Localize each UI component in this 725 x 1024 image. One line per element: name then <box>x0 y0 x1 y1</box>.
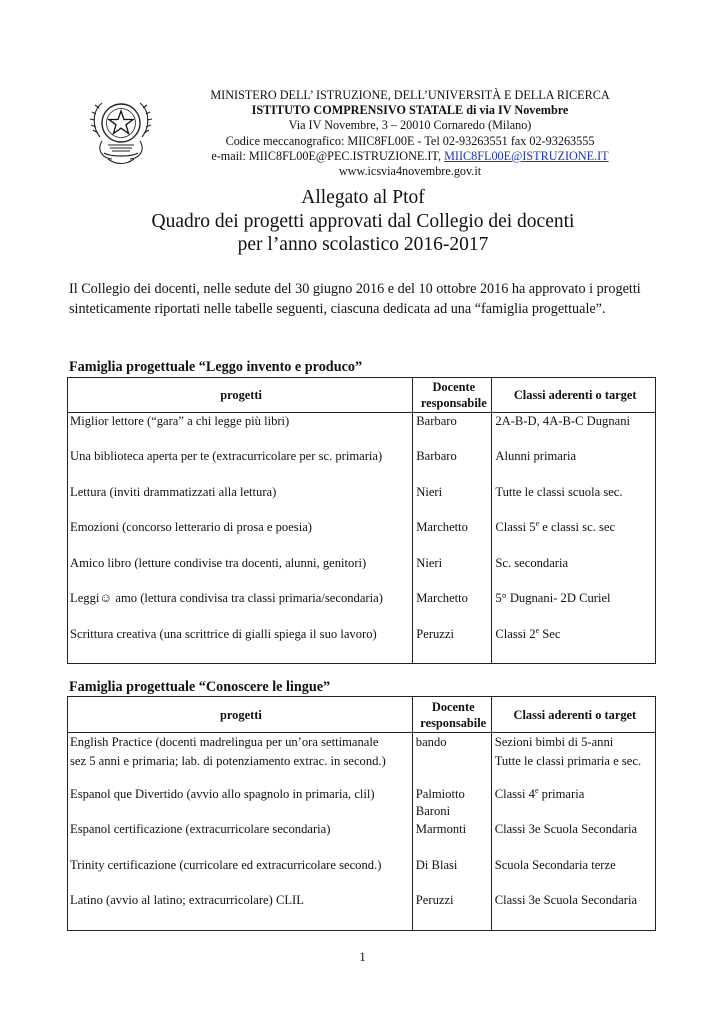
smiley-icon: ☺ <box>99 591 113 605</box>
family-1-table <box>67 377 656 664</box>
family-2-title: Famiglia progettuale “Conoscere le lingue” <box>69 679 331 695</box>
school-codes: Codice meccanografico: MIIC8FL00E - Tel 02-93263551 fax 02-93263555 <box>225 133 595 148</box>
table-row: Una biblioteca aperta per te (extracurricolare per sc. primaria) Barbaro Alunni primaria <box>68 448 656 484</box>
title-line-3: per l’anno scolastico 2016-2017 <box>237 234 489 255</box>
table-row: Miglior lettore (“gara” a chi legge più libri) Barbaro 2A-B-D, 4A-B-C Dugnani <box>68 413 656 449</box>
table-row: Trinity certificazione (curricolare ed extracurricolare second.) Di Blasi Scuola Secondaria terze <box>68 857 656 893</box>
school-name: ISTITUTO COMPRENSIVO STATALE di via IV Novembre <box>251 103 569 118</box>
ministry-name: MINISTERO DELL’ ISTRUZIONE, DELL’UNIVERSITÀ E DELLA RICERCA <box>210 88 610 102</box>
table-row: Lettura (inviti drammatizzati alla lettura) Nieri Tutte le classi scuola sec. <box>68 484 656 520</box>
table-row: Scrittura creativa (una scrittrice di gialli spiega il suo lavoro) Peruzzi Classi 2e Sec <box>68 626 656 664</box>
col-header-projects: progetti <box>68 697 413 733</box>
title-line-1: Allegato al Ptof <box>301 187 425 208</box>
table-row: Leggi☺ amo (lettura condivisa tra classi primaria/secondaria) Marchetto 5° Dugnani- 2D Curiel <box>68 590 656 626</box>
school-address: Via IV Novembre, 3 – 20010 Cornaredo (Milano) <box>288 118 532 133</box>
intro-paragraph: Il Collegio dei docenti, nelle sedute del 30 giugno 2016 e del 10 ottobre 2016 ha approvato i progetti sinteticamente riportati nelle tabelle seguenti, ciascuna dedicata ad una “famiglia progettuale”. <box>69 281 641 317</box>
letterhead <box>180 88 640 179</box>
family-1-title: Famiglia progettuale “Leggo invento e produco” <box>69 359 363 375</box>
col-header-projects: progetti <box>68 378 413 413</box>
col-header-teacher: Docente responsabile <box>413 378 492 413</box>
col-header-teacher: Docente responsabile <box>412 697 491 733</box>
table-row: Amico libro (letture condivise tra docenti, alunni, genitori) Nieri Sc. secondaria <box>68 555 656 591</box>
col-header-target: Classi aderenti o target <box>491 697 655 733</box>
family-2-table <box>67 696 656 931</box>
website: www.icsvia4novembre.gov.it <box>338 164 482 179</box>
email-pec: e-mail: MIIC8FL00E@PEC.ISTRUZIONE.IT, <box>211 148 445 163</box>
table-row: Espanol que Divertido (avvio allo spagnolo in primaria, clil) Palmiotto Baroni Classi 4e primaria <box>68 786 656 822</box>
col-header-target: Classi aderenti o target <box>492 378 656 413</box>
page-number: 1 <box>359 950 366 964</box>
table-row: Latino (avvio al latino; extracurricolare) CLIL Peruzzi Classi 3e Scuola Secondaria <box>68 892 656 930</box>
table-row: Espanol certificazione (extracurricolare secondaria) Marmonti Classi 3e Scuola Secondaria <box>68 821 656 857</box>
republic-emblem-icon <box>86 93 156 167</box>
table-row: English Practice (docenti madrelingua per un’ora settimanale sez 5 anni e primaria; lab. di potenziamento extrac. in second.) bando Sezioni bimbi di 5-anni Tutte le classi primaria e sec. <box>68 733 656 786</box>
document-title <box>60 186 666 257</box>
table-row: Emozioni (concorso letterario di prosa e poesia) Marchetto Classi 5e e classi sc. sec <box>68 519 656 555</box>
email-link[interactable]: MIIC8FL00E@ISTRUZIONE.IT <box>444 148 609 163</box>
email-line <box>180 149 640 164</box>
title-line-2: Quadro dei progetti approvati dal Collegio dei docenti <box>151 210 575 232</box>
